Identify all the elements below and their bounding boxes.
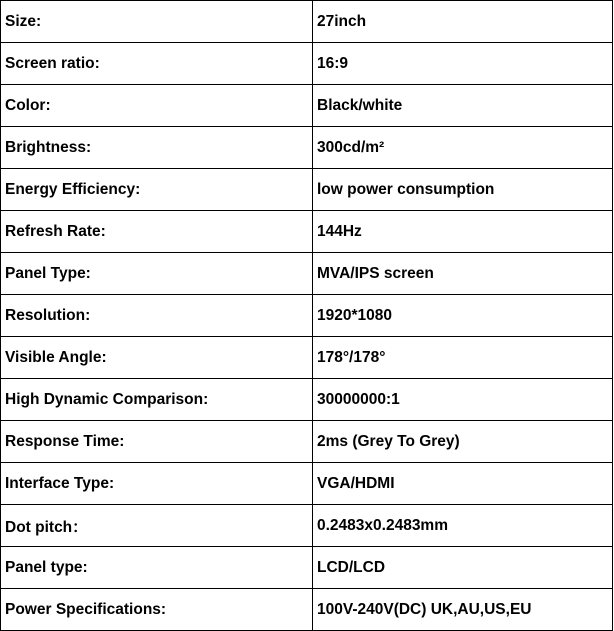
spec-value: VGA/HDMI [313,463,613,505]
spec-label: Brightness: [1,127,313,169]
table-row [1,211,613,253]
spec-value: 16:9 [313,43,613,85]
spec-label: Size: [1,1,313,43]
spec-value: 2ms (Grey To Grey) [313,421,613,463]
table-row [1,1,613,43]
spec-label: Visible Angle: [1,337,313,379]
table-row [1,589,613,631]
table-row [1,547,613,589]
spec-label: Refresh Rate: [1,211,313,253]
spec-label: Screen ratio: [1,43,313,85]
spec-value: 0.2483x0.2483mm [313,505,613,547]
spec-label: High Dynamic Comparison: [1,379,313,421]
spec-label: Response Time: [1,421,313,463]
spec-value: 100V-240V(DC) UK,AU,US,EU [313,589,613,631]
table-row [1,379,613,421]
table-row [1,43,613,85]
spec-value: Black/white [313,85,613,127]
table-row [1,505,613,547]
spec-label: Panel Type: [1,253,313,295]
spec-value: 178°/178° [313,337,613,379]
spec-label: Color: [1,85,313,127]
spec-label: Panel type: [1,547,313,589]
spec-value: 27inch [313,1,613,43]
spec-value: 1920*1080 [313,295,613,337]
table-row [1,169,613,211]
spec-label: Energy Efficiency: [1,169,313,211]
spec-value: low power consumption [313,169,613,211]
spec-label: Dot pitch： [1,505,313,547]
table-row [1,85,613,127]
spec-value: 144Hz [313,211,613,253]
table-row [1,463,613,505]
spec-value: LCD/LCD [313,547,613,589]
spec-label: Resolution: [1,295,313,337]
spec-label: Interface Type: [1,463,313,505]
table-row [1,253,613,295]
spec-label: Power Specifications: [1,589,313,631]
table-row [1,295,613,337]
table-row [1,127,613,169]
spec-value: 300cd/m² [313,127,613,169]
spec-value: MVA/IPS screen [313,253,613,295]
spec-table-body [1,1,613,631]
table-row [1,337,613,379]
spec-value: 30000000:1 [313,379,613,421]
table-row [1,421,613,463]
